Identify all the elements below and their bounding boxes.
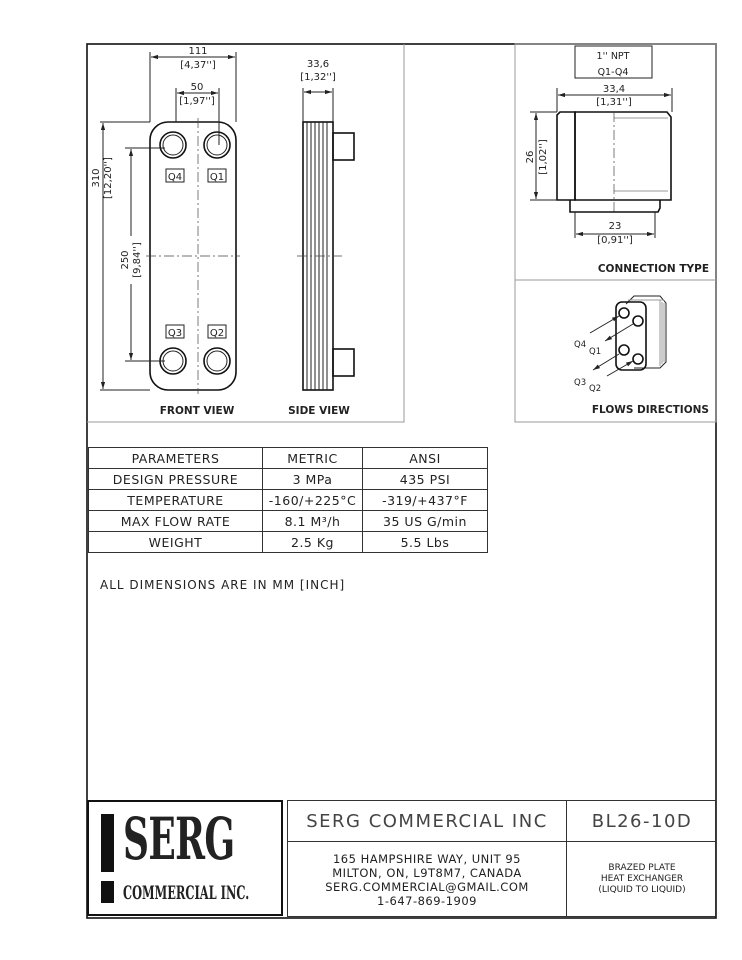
svg-text:Q2: Q2 [589, 384, 602, 394]
svg-text:[12,20'']: [12,20''] [103, 157, 114, 199]
port-icon [204, 132, 230, 158]
svg-text:Q4: Q4 [574, 340, 587, 350]
svg-text:310: 310 [91, 168, 102, 188]
svg-text:[1,97'']: [1,97''] [179, 96, 215, 107]
metric-value: 2.5 Kg [263, 532, 363, 553]
logo-sub-text: COMMERCIAL INC. [123, 882, 250, 904]
logo-dot-icon [101, 881, 114, 903]
flows-directions-title: FLOWS DIRECTIONS [591, 404, 709, 416]
ansi-value: 35 US G/min [363, 511, 488, 532]
metric-value: 8.1 M³/h [263, 511, 363, 532]
svg-text:[1,02'']: [1,02''] [538, 139, 549, 175]
metric-value: -160/+225°C [263, 490, 363, 511]
port-label-q4: Q4 [167, 172, 183, 183]
port-label-q1: Q1 [209, 172, 225, 183]
param-name: MAX FLOW RATE [89, 511, 263, 532]
svg-text:[4,37'']: [4,37''] [180, 60, 216, 71]
table-row [89, 490, 488, 511]
svg-text:[9,84'']: [9,84''] [132, 242, 143, 278]
connection-type-detail [525, 46, 709, 275]
product-description [567, 842, 717, 917]
svg-text:[0,91'']: [0,91''] [597, 235, 633, 246]
description-line: BRAZED PLATE [608, 863, 676, 873]
views-panel-border [87, 44, 404, 422]
param-name: TEMPERATURE [89, 490, 263, 511]
svg-text:Q1-Q4: Q1-Q4 [597, 67, 629, 78]
svg-text:250: 250 [120, 250, 131, 270]
table-row [89, 532, 488, 553]
svg-text:33,6: 33,6 [306, 59, 330, 70]
email-address: SERG.COMMERCIAL@GMAIL.COM [325, 879, 529, 894]
port-icon [160, 132, 186, 158]
svg-text:23: 23 [608, 221, 622, 232]
thread-spec: 1'' NPT [596, 51, 630, 62]
svg-text:[1,31'']: [1,31''] [596, 97, 632, 108]
model-number: BL26-10D [591, 810, 693, 832]
header-parameters: PARAMETERS [89, 448, 263, 469]
ansi-value: 5.5 Lbs [363, 532, 488, 553]
company-address [288, 842, 566, 917]
svg-text:[1,32'']: [1,32''] [300, 72, 336, 83]
table-row [89, 511, 488, 532]
svg-text:50: 50 [190, 82, 204, 93]
metric-value: 3 MPa [263, 469, 363, 490]
svg-text:Q1: Q1 [589, 347, 602, 357]
description-line: (LIQUID TO LIQUID) [598, 885, 686, 895]
address-line: 165 HAMPSHIRE WAY, UNIT 95 [332, 851, 521, 866]
front-view-title: FRONT VIEW [159, 405, 235, 417]
flows-directions-diagram [574, 296, 709, 416]
table-row [89, 469, 488, 490]
header-metric: METRIC [263, 448, 363, 469]
ansi-value: 435 PSI [363, 469, 488, 490]
dimensions-note: ALL DIMENSIONS ARE IN MM [INCH] [100, 578, 346, 592]
connection-nipple [333, 133, 354, 160]
connection-nipple [333, 349, 354, 376]
port-label-q3: Q3 [167, 328, 183, 339]
parameters-table [88, 447, 488, 553]
port-label-q2: Q2 [209, 328, 225, 339]
svg-text:111: 111 [188, 46, 208, 57]
port-icon [204, 348, 230, 374]
param-name: WEIGHT [89, 532, 263, 553]
phone-number: 1-647-869-1909 [377, 893, 477, 908]
side-view [288, 59, 354, 417]
connection-type-title: CONNECTION TYPE [597, 263, 709, 275]
logo-bar-icon [101, 814, 114, 872]
ansi-value: -319/+437°F [363, 490, 488, 511]
front-view [91, 46, 240, 417]
logo-main-text: SERG [123, 805, 235, 873]
company-name: SERG COMMERCIAL INC [306, 810, 548, 832]
company-logo [87, 800, 283, 916]
svg-text:Q3: Q3 [574, 378, 587, 388]
svg-text:26: 26 [525, 150, 536, 164]
address-line: MILTON, ON, L9T8M7, CANADA [332, 865, 522, 880]
side-view-title: SIDE VIEW [288, 405, 350, 417]
title-block [287, 800, 716, 917]
table-header-row [89, 448, 488, 469]
description-line: HEAT EXCHANGER [600, 874, 684, 884]
header-ansi: ANSI [363, 448, 488, 469]
svg-text:33,4: 33,4 [602, 84, 626, 95]
param-name: DESIGN PRESSURE [89, 469, 263, 490]
